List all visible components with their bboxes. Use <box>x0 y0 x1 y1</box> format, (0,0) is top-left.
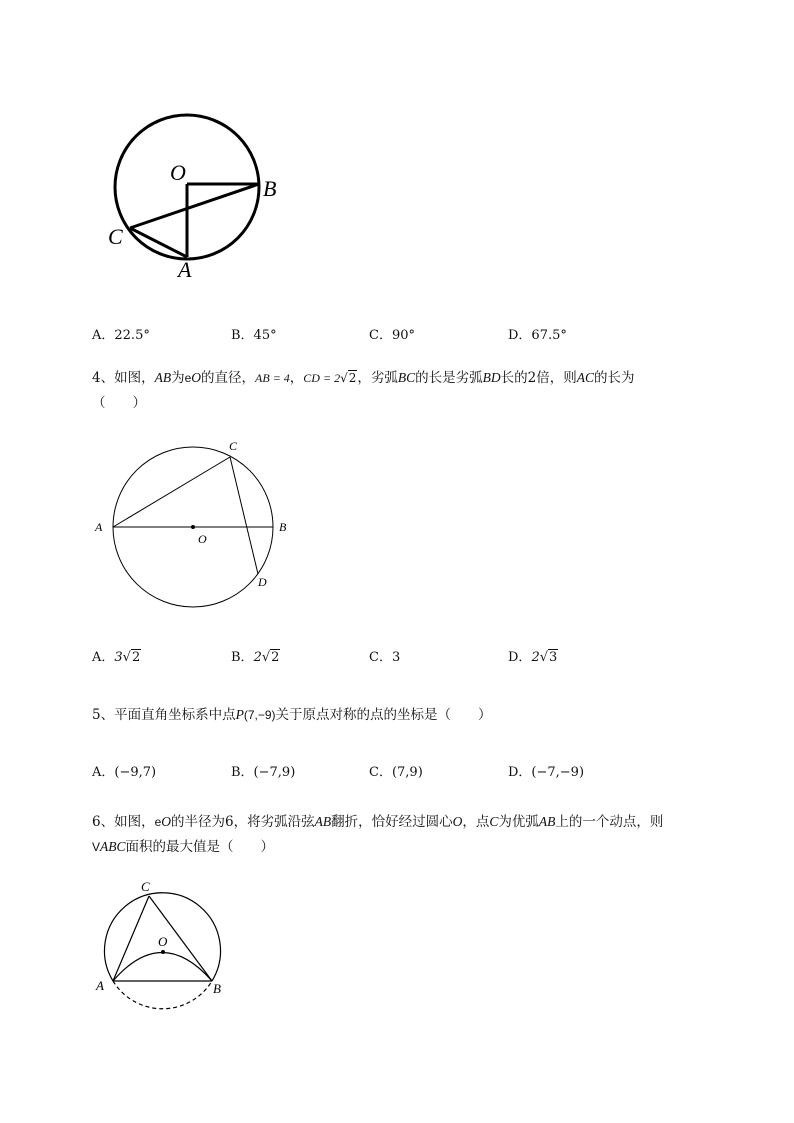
fig2-label-C: C <box>229 439 238 453</box>
q6-ab2: AB <box>538 814 556 829</box>
q4-bd: BD <box>482 370 501 385</box>
q5-option-d[interactable]: D．(−7,−9) <box>508 765 585 780</box>
fig2-label-A: A <box>95 520 103 534</box>
q3-option-d[interactable]: D．67.5° <box>508 328 567 343</box>
fig3-folded-arc <box>113 953 212 982</box>
fig3-label-C: C <box>141 879 150 894</box>
q4-t6: 的长为 <box>594 370 635 386</box>
q4-t5: 长的2倍，则 <box>500 370 577 386</box>
q5-option-b[interactable]: B．(−7,9) <box>231 765 296 780</box>
q4-ab: AB <box>154 370 172 385</box>
q4-option-b-sqrt: √2 <box>261 650 280 665</box>
q4-option-d-rad: 3 <box>549 650 558 665</box>
q4-ab-eq: AB = 4 <box>255 371 290 385</box>
fig2-label-D: D <box>258 575 267 589</box>
q6-l1c: 翻折，恰好经过圆心 <box>331 814 453 830</box>
q6-l1b: 的半径为6，将劣弧沿弦 <box>171 814 315 830</box>
q4-comma: ， <box>289 370 304 386</box>
q6-l1e: 为优弧 <box>498 814 539 830</box>
q4-option-a-coef: 3 <box>114 650 123 665</box>
q4-option-b-rad: 2 <box>271 650 280 665</box>
fig3-label-A: A <box>96 978 104 993</box>
q4-option-a-prefix: A． <box>92 650 115 665</box>
fig3-label-B: B <box>213 981 221 996</box>
q5-option-a[interactable]: A．(−9,7) <box>92 765 157 780</box>
q6-abc: ABC <box>100 839 126 854</box>
q4-cd-rad: 2 <box>348 371 357 385</box>
q4-prefix: 4、如图， <box>92 370 155 386</box>
fig3-minor-arc-dashed <box>113 981 212 1009</box>
q3-option-a[interactable]: A．22.5° <box>92 328 150 343</box>
q6-l1a: 6、如图， <box>92 814 155 830</box>
fig1-label-C: C <box>108 224 123 249</box>
q4-cd-eq: CD = 2 <box>303 371 341 385</box>
q5-t1: 5、平面直角坐标系中点 <box>92 707 236 723</box>
q4-option-b-prefix: B． <box>231 650 254 665</box>
fig3-center-dot <box>161 950 165 954</box>
circle-symbol: e <box>154 815 162 829</box>
q5-t2: 关于原点对称的点的坐标是（ ） <box>275 707 492 723</box>
q4-option-b-coef: 2 <box>253 650 262 665</box>
q3-option-b[interactable]: B．45° <box>231 328 277 343</box>
q5-option-c[interactable]: C．(7,9) <box>369 765 423 780</box>
fig1-label-B: B <box>263 176 277 201</box>
q4-option-c[interactable]: C．3 <box>369 650 401 665</box>
circle-symbol: e <box>184 371 192 385</box>
q4-t2: 的直径， <box>201 370 256 386</box>
q6-l1f: 上的一个动点，则 <box>555 814 664 830</box>
q4-option-d-prefix: D． <box>508 650 532 665</box>
q4-option-a-sqrt: √2 <box>122 650 141 665</box>
q4-paren: （ ） <box>92 395 146 411</box>
q4-t4: 的长是劣弧 <box>415 370 483 386</box>
triangle-symbol: V <box>92 840 101 854</box>
q4-t3: ，劣弧 <box>357 370 398 386</box>
q4-bc: BC <box>397 370 416 385</box>
q4-option-d-coef: 2 <box>531 650 540 665</box>
q4-option-a-rad: 2 <box>131 650 141 665</box>
fig2-label-O: O <box>198 532 207 546</box>
q6-ab: AB <box>314 814 332 829</box>
q4-option-d-sqrt: √3 <box>539 650 558 665</box>
q6-o2: O <box>452 814 463 829</box>
q4-o: O <box>191 370 202 385</box>
q6-c: C <box>489 814 499 829</box>
fig3-label-O: O <box>158 934 168 949</box>
q4-t1: 为 <box>171 370 185 386</box>
q4-cd-sqrt: √2 <box>340 371 357 385</box>
q3-option-c[interactable]: C．90° <box>369 328 415 343</box>
fig3-line-AC <box>113 896 149 981</box>
fig2-label-B: B <box>279 520 287 534</box>
q6-l1d: ，点 <box>462 814 490 830</box>
q5-coord: (7,−9) <box>243 708 276 722</box>
q6-l2: 面积的最大值是（ ） <box>125 839 275 855</box>
fig1-label-A: A <box>178 257 192 282</box>
q6-o: O <box>161 814 172 829</box>
fig1-label-O: O <box>170 160 186 185</box>
q5-point-p: P <box>235 707 244 722</box>
q4-ac: AC <box>576 370 594 385</box>
